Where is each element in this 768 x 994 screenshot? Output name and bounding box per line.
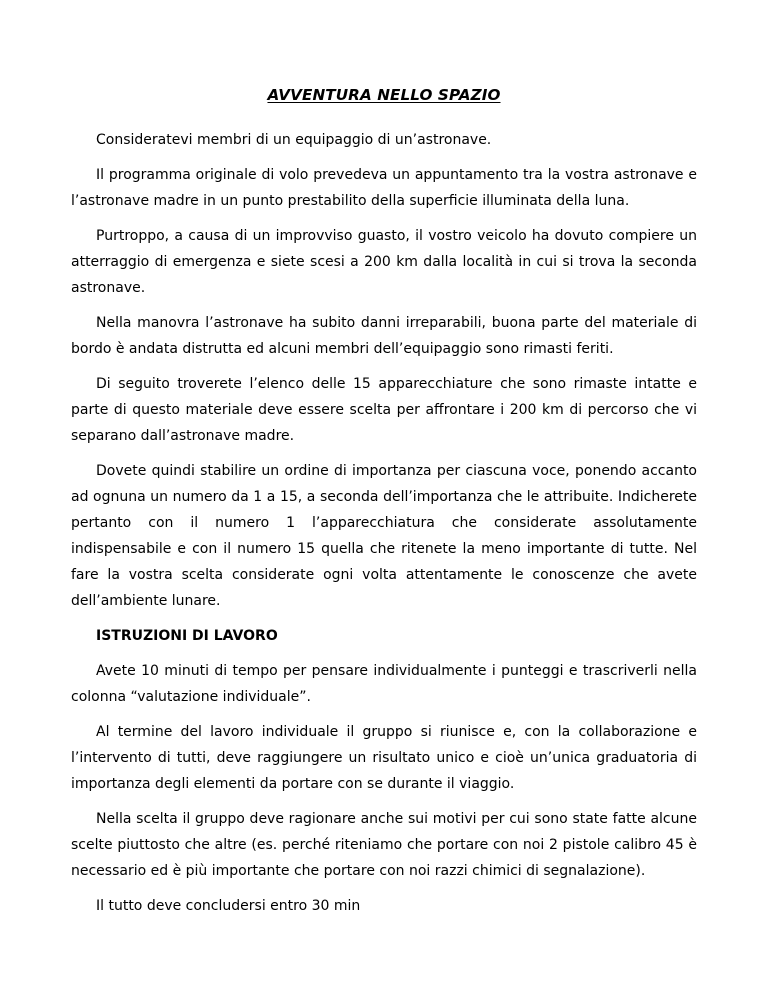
document-page <box>71 84 697 928</box>
document-title: AVVENTURA NELLO SPAZIO <box>267 86 501 104</box>
paragraph-flight-plan: Il programma originale di volo prevedeva un appuntamento tra la vostra astronave e l’astronave madre in un punto prestabilito della superficie illuminata della luna. <box>71 167 697 209</box>
paragraph-individual-phase: Avete 10 minuti di tempo per pensare individualmente i punteggi e trascriverli nella colonna “valutazione individuale”. <box>71 663 697 705</box>
section-heading-instructions: ISTRUZIONI DI LAVORO <box>96 628 278 644</box>
paragraph-time-limit: Il tutto deve concludersi entro 30 min <box>96 898 361 914</box>
paragraph-ranking-rules: Dovete quindi stabilire un ordine di importanza per ciascuna voce, ponendo accanto ad ognuna un numero da 1 a 15, a seconda dell’importanza che le attribuite. Indicherete pertanto con il numero 1 l’apparecchiatura che considerate assolutamente indispensabile e con il numero 15 quella che ritenete la meno importante di tutte. Nel fare la vostra scelta considerate ogni volta attentamente le conoscenze che avete dell’ambiente lunare. <box>71 463 697 609</box>
paragraph-emergency-landing: Purtroppo, a causa di un improvviso guasto, il vostro veicolo ha dovuto compiere un atterraggio di emergenza e siete scesi a 200 km dalla località in cui si trova la seconda astronave. <box>71 228 697 296</box>
paragraph-equipment-list: Di seguito troverete l’elenco delle 15 apparecchiature che sono rimaste intatte e parte di questo materiale deve essere scelta per affrontare i 200 km di percorso che vi separano dall’astronave madre. <box>71 376 697 444</box>
paragraph-crew-intro: Consideratevi membri di un equipaggio di un’astronave. <box>96 132 492 148</box>
paragraph-group-reasoning: Nella scelta il gruppo deve ragionare anche sui motivi per cui sono state fatte alcune scelte piuttosto che altre (es. perché riteniamo che portare con noi 2 pistole calibro 45 è necessario ed è più importante che portare con noi razzi chimici di segnalazione). <box>71 811 697 879</box>
paragraph-damage-report: Nella manovra l’astronave ha subito danni irreparabili, buona parte del materiale di bordo è andata distrutta ed alcuni membri dell’equipaggio sono rimasti feriti. <box>71 315 697 357</box>
paragraph-group-phase: Al termine del lavoro individuale il gruppo si riunisce e, con la collaborazione e l’intervento di tutti, deve raggiungere un risultato unico e cioè un’unica graduatoria di importanza degli elementi da portare con se durante il viaggio. <box>71 724 697 792</box>
